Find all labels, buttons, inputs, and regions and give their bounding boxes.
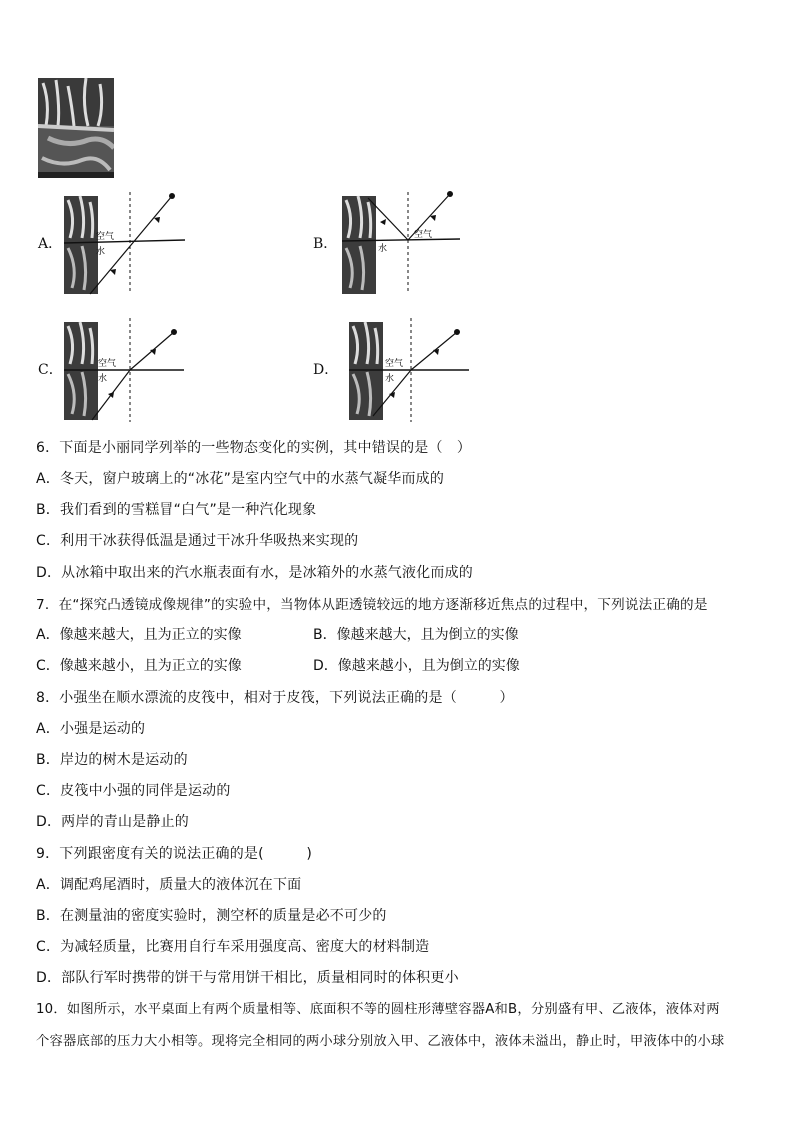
option-d-diagram (345, 316, 525, 426)
q10-line-1: 10．如图所示，水平桌面上有两个质量相等、底面积不等的圆柱形薄壁容器A和B，分别盛有甲、乙液体，液体对两 (36, 1002, 720, 1017)
q9-stem: 9．下列跟密度有关的说法正确的是( ) (36, 846, 313, 862)
q9-option-b: B．在测量油的密度实验时，测空杯的质量是必不可少的 (36, 908, 387, 924)
q6-option-d: D．从冰箱中取出来的汽水瓶表面有水，是冰箱外的水蒸气液化而成的 (36, 565, 473, 581)
option-d-water-label: 水 (385, 374, 395, 384)
option-a-water-label: 水 (96, 247, 106, 257)
option-b-water-label: 水 (378, 244, 388, 254)
q6-option-c: C．利用干冰获得低温是通过干冰升华吸热来实现的 (36, 533, 359, 549)
q8-stem: 8．小强坐在顺水漂流的皮筏中，相对于皮筏，下列说法正确的是（ ） (36, 690, 514, 706)
q8-option-b: B．岸边的树木是运动的 (36, 752, 188, 768)
q6-stem: 6．下面是小丽同学列举的一些物态变化的实例，其中错误的是（ ） (36, 440, 472, 456)
option-b-diagram (338, 188, 518, 298)
q10-line-2: 个容器底部的压力大小相等。现将完全相同的两小球分别放入甲、乙液体中，液体未溢出，静止时，甲液体中的小球 (36, 1034, 725, 1049)
q6-option-a: A．冬天，窗户玻璃上的“冰花”是室内空气中的水蒸气凝华而成的 (36, 471, 445, 487)
q9-option-d: D．部队行军时携带的饼干与常用饼干相比，质量相同时的体积更小 (36, 970, 459, 986)
q7-stem: 7．在“探究凸透镜成像规律”的实验中，当物体从距透镜较远的地方逐渐移近焦点的过程中，下列说法正确的是 (36, 597, 708, 613)
option-d-letter: D． (313, 362, 339, 378)
q9-option-a: A．调配鸡尾酒时，质量大的液体沉在下面 (36, 877, 302, 893)
option-d-air-label: 空气 (385, 359, 404, 369)
q8-option-a: A．小强是运动的 (36, 721, 146, 737)
q6-option-b: B．我们看到的雪糕冒“白气”是一种汽化现象 (36, 502, 317, 518)
q8-option-d: D．两岸的青山是静止的 (36, 814, 189, 830)
option-b-letter: B． (313, 236, 338, 252)
q7-option-a: A．像越来越大，且为正立的实像 (36, 627, 242, 643)
reflection-photo (38, 78, 114, 178)
q9-option-c: C．为减轻质量，比赛用自行车采用强度高、密度大的材料制造 (36, 939, 430, 955)
option-c-air-label: 空气 (98, 359, 117, 369)
q8-option-c: C．皮筏中小强的同伴是运动的 (36, 783, 231, 799)
option-c-water-label: 水 (98, 374, 108, 384)
q7-option-c: C．像越来越小，且为正立的实像 (36, 658, 242, 674)
option-c-letter: C． (38, 362, 63, 378)
option-a-diagram (60, 188, 240, 298)
option-b-air-label: 空气 (414, 230, 433, 240)
q7-option-b: B．像越来越大，且为倒立的实像 (313, 627, 519, 643)
option-c-diagram (60, 316, 240, 426)
option-a-air-label: 空气 (96, 232, 115, 242)
option-a-letter: A． (38, 236, 63, 252)
q7-option-d: D．像越来越小，且为倒立的实像 (313, 658, 520, 674)
